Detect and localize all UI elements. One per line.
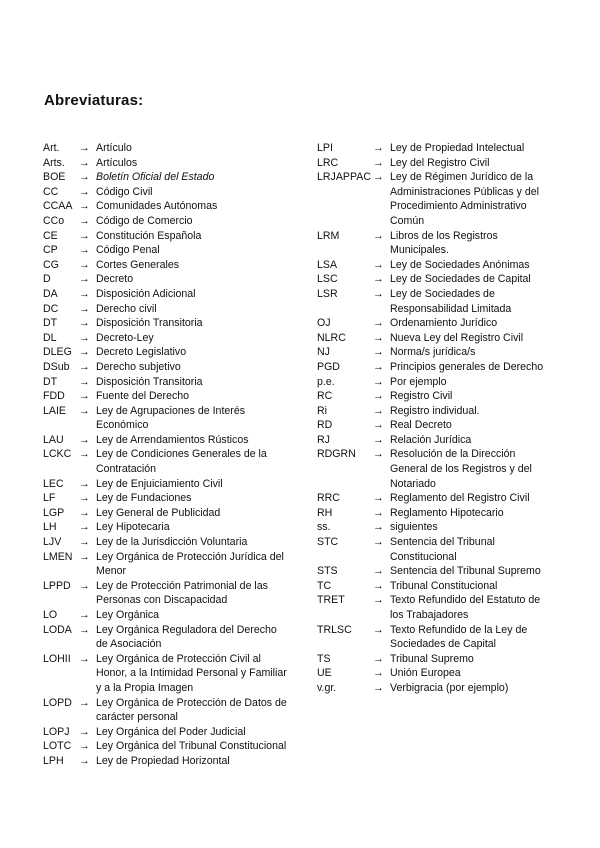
- abbreviation-term: Arts.: [43, 156, 65, 169]
- abbreviation-definition: Real Decreto: [390, 419, 452, 432]
- right-arrow-icon: →: [79, 696, 90, 709]
- abbreviation-term: RD: [317, 419, 333, 432]
- abbreviation-term: RH: [317, 506, 333, 519]
- abbreviation-entry: [317, 331, 563, 346]
- abbreviation-definition: Constitución Española: [96, 229, 202, 242]
- abbreviation-definition: Texto Refundido de la Ley de Sociedades de Capital: [390, 623, 528, 651]
- abbreviation-term: PGD: [317, 360, 340, 373]
- abbreviation-definition: Ley General de Publicidad: [96, 506, 221, 519]
- abbreviation-term: DL: [43, 331, 57, 344]
- abbreviation-term: LSR: [317, 287, 338, 300]
- abbreviation-term: Art.: [43, 142, 60, 154]
- right-arrow-icon: →: [373, 273, 384, 286]
- abbreviation-entry: [43, 170, 305, 185]
- abbreviation-entry: [43, 345, 305, 360]
- right-arrow-icon: →: [373, 623, 384, 636]
- abbreviation-entry: [43, 199, 305, 214]
- right-arrow-icon: →: [79, 142, 90, 154]
- abbreviation-term: LAIE: [43, 404, 66, 417]
- right-arrow-icon: →: [373, 156, 384, 169]
- abbreviation-entry: [43, 287, 305, 302]
- abbreviation-entry: [43, 331, 305, 346]
- right-arrow-icon: →: [373, 390, 384, 403]
- right-arrow-icon: →: [79, 477, 90, 490]
- right-arrow-icon: →: [373, 448, 384, 461]
- right-arrow-icon: →: [79, 185, 90, 198]
- right-arrow-icon: →: [373, 419, 384, 432]
- abbreviation-definition: Ley de Sociedades de Capital: [390, 273, 531, 286]
- abbreviation-entry: [43, 258, 305, 273]
- abbreviation-definition: Código de Comercio: [96, 214, 193, 227]
- abbreviation-entry: [43, 185, 305, 200]
- abbreviation-term: LPH: [43, 754, 64, 767]
- abbreviation-term: LJV: [43, 536, 62, 549]
- abbreviation-definition: Ley de Protección Patrimonial de las Personas con Discapacidad: [96, 579, 268, 607]
- abbreviation-definition: Sentencia del Tribunal Constitucional: [390, 536, 495, 563]
- abbreviation-entry: [317, 593, 563, 622]
- right-arrow-icon: →: [79, 156, 90, 169]
- right-arrow-icon: →: [79, 244, 90, 257]
- abbreviation-entry: [43, 141, 305, 156]
- right-arrow-icon: →: [79, 404, 90, 417]
- abbreviation-term: DT: [43, 375, 58, 388]
- right-arrow-icon: →: [373, 346, 384, 359]
- abbreviation-entry: [43, 404, 305, 433]
- abbreviation-entry: [43, 214, 305, 229]
- right-arrow-icon: →: [79, 754, 90, 767]
- abbreviation-definition: Ley de Propiedad Intelectual: [390, 142, 525, 154]
- right-arrow-icon: →: [79, 506, 90, 519]
- abbreviation-entry: [43, 433, 305, 448]
- abbreviation-term: LOTC: [43, 740, 72, 753]
- abbreviation-definition: Artículo: [96, 142, 132, 154]
- abbreviation-definition: Ley de Propiedad Horizontal: [96, 754, 230, 767]
- right-arrow-icon: →: [373, 594, 384, 607]
- abbreviation-entry: [317, 506, 563, 521]
- abbreviations-left-column: [43, 141, 305, 769]
- abbreviation-term: CP: [43, 244, 58, 257]
- right-arrow-icon: →: [79, 390, 90, 403]
- abbreviation-term: p.e.: [317, 375, 335, 388]
- abbreviation-term: FDD: [43, 390, 65, 403]
- abbreviation-term: CCo: [43, 214, 65, 227]
- abbreviation-entry: [43, 389, 305, 404]
- abbreviation-term: LSA: [317, 258, 338, 271]
- right-arrow-icon: →: [79, 214, 90, 227]
- right-arrow-icon: →: [79, 433, 90, 446]
- abbreviation-definition: Registro Civil: [390, 390, 453, 403]
- right-arrow-icon: →: [373, 360, 384, 373]
- abbreviations-right-column: [317, 141, 563, 696]
- abbreviation-definition: Ley de Condiciones Generales de la Contratación: [96, 448, 267, 476]
- abbreviation-definition: Decreto Legislativo: [96, 346, 187, 359]
- abbreviation-definition: Ley Orgánica de Protección Civil al Honor, a la Intimidad Personal y Familiar y a la Propia Imagen: [96, 652, 287, 694]
- abbreviation-definition: Código Penal: [96, 244, 160, 257]
- abbreviation-definition: Verbigracia (por ejemplo): [390, 681, 509, 694]
- right-arrow-icon: →: [79, 346, 90, 359]
- abbreviation-definition: Reglamento del Registro Civil: [390, 492, 530, 505]
- right-arrow-icon: →: [79, 273, 90, 286]
- right-arrow-icon: →: [79, 331, 90, 344]
- abbreviation-term: STC: [317, 536, 339, 549]
- right-arrow-icon: →: [79, 258, 90, 271]
- abbreviation-term: DT: [43, 317, 58, 330]
- abbreviation-entry: [43, 156, 305, 171]
- abbreviation-entry: [43, 316, 305, 331]
- abbreviation-entry: [317, 389, 563, 404]
- right-arrow-icon: →: [373, 506, 384, 519]
- right-arrow-icon: →: [79, 317, 90, 330]
- right-arrow-icon: →: [79, 550, 90, 563]
- abbreviation-term: LSC: [317, 273, 338, 286]
- right-arrow-icon: →: [79, 448, 90, 461]
- abbreviation-term: BOE: [43, 171, 66, 184]
- abbreviation-term: RJ: [317, 433, 330, 446]
- abbreviation-term: LAU: [43, 433, 64, 446]
- abbreviation-term: RDGRN: [317, 448, 356, 461]
- abbreviation-term: LPI: [317, 142, 333, 154]
- abbreviation-definition: Reglamento Hipotecario: [390, 506, 504, 519]
- abbreviation-entry: [317, 404, 563, 419]
- abbreviation-definition: Ley de Agrupaciones de Interés Económico: [96, 404, 246, 432]
- abbreviation-definition: Ley de Régimen Jurídico de la Administraciones Públicas y del Procedimiento Administrativo Común: [390, 171, 539, 227]
- abbreviation-term: LF: [43, 492, 56, 505]
- abbreviation-entry: [43, 243, 305, 258]
- abbreviation-entry: [317, 287, 563, 316]
- abbreviation-term: D: [43, 273, 51, 286]
- right-arrow-icon: →: [373, 142, 384, 154]
- abbreviation-entry: [43, 375, 305, 390]
- abbreviation-term: LOPJ: [43, 725, 70, 738]
- abbreviation-entry: [317, 141, 563, 156]
- abbreviation-entry: [43, 447, 305, 476]
- right-arrow-icon: →: [79, 740, 90, 753]
- abbreviation-term: CE: [43, 229, 58, 242]
- right-arrow-icon: →: [373, 521, 384, 534]
- right-arrow-icon: →: [79, 492, 90, 505]
- abbreviation-definition: Boletín Oficial del Estado: [96, 171, 215, 184]
- abbreviation-entry: [317, 535, 563, 564]
- right-arrow-icon: →: [79, 302, 90, 315]
- abbreviation-entry: [43, 491, 305, 506]
- abbreviation-term: TC: [317, 579, 332, 592]
- abbreviation-term: DSub: [43, 360, 70, 373]
- abbreviation-definition: Ley de Enjuiciamiento Civil: [96, 477, 223, 490]
- abbreviation-term: TS: [317, 652, 331, 665]
- abbreviation-definition: Libros de los Registros Municipales.: [390, 229, 498, 257]
- abbreviation-term: LMEN: [43, 550, 73, 563]
- abbreviation-entry: [317, 666, 563, 681]
- right-arrow-icon: →: [373, 652, 384, 665]
- abbreviation-entry: [43, 520, 305, 535]
- abbreviation-definition: Ley Orgánica: [96, 609, 160, 621]
- abbreviation-term: NJ: [317, 346, 330, 359]
- abbreviation-term: CCAA: [43, 200, 73, 213]
- abbreviation-entry: [43, 608, 305, 623]
- abbreviation-term: DC: [43, 302, 59, 315]
- right-arrow-icon: →: [373, 258, 384, 271]
- abbreviation-term: NLRC: [317, 331, 346, 344]
- right-arrow-icon: →: [79, 536, 90, 549]
- right-arrow-icon: →: [373, 579, 384, 592]
- abbreviation-entry: [317, 316, 563, 331]
- abbreviation-term: ss.: [317, 521, 331, 534]
- right-arrow-icon: →: [373, 404, 384, 417]
- abbreviation-entry: [317, 272, 563, 287]
- abbreviation-definition: Relación Jurídica: [390, 433, 472, 446]
- abbreviation-definition: Ley Orgánica Reguladora del Derecho de Asociación: [96, 623, 277, 651]
- abbreviation-term: TRET: [317, 594, 345, 607]
- abbreviation-definition: Tribunal Constitucional: [390, 579, 498, 592]
- abbreviation-entry: [43, 535, 305, 550]
- abbreviation-entry: [43, 739, 305, 754]
- abbreviation-entry: [317, 652, 563, 667]
- abbreviation-definition: Ley Orgánica de Protección de Datos de carácter personal: [96, 696, 287, 724]
- abbreviation-term: LRC: [317, 156, 339, 169]
- abbreviation-term: TRLSC: [317, 623, 352, 636]
- abbreviation-definition: Ordenamiento Jurídico: [390, 317, 498, 330]
- abbreviation-term: LOPD: [43, 696, 72, 709]
- abbreviation-entry: [317, 564, 563, 579]
- abbreviation-definition: Nueva Ley del Registro Civil: [390, 331, 524, 344]
- abbreviation-definition: Norma/s jurídica/s: [390, 346, 476, 359]
- abbreviation-definition: Código Civil: [96, 185, 153, 198]
- right-arrow-icon: →: [373, 317, 384, 330]
- abbreviation-definition: Decreto-Ley: [96, 331, 154, 344]
- abbreviation-entry: [43, 652, 305, 696]
- abbreviation-definition: Por ejemplo: [390, 375, 447, 388]
- abbreviation-entry: [43, 477, 305, 492]
- abbreviation-definition: Disposición Transitoria: [96, 375, 203, 388]
- abbreviation-entry: [317, 375, 563, 390]
- abbreviation-entry: [43, 754, 305, 769]
- right-arrow-icon: →: [373, 565, 384, 578]
- right-arrow-icon: →: [79, 360, 90, 373]
- abbreviation-entry: [43, 725, 305, 740]
- abbreviation-term: RRC: [317, 492, 340, 505]
- abbreviation-definition: Disposición Adicional: [96, 287, 196, 300]
- abbreviation-definition: Fuente del Derecho: [96, 390, 190, 403]
- abbreviation-entry: [317, 520, 563, 535]
- abbreviation-entry: [317, 418, 563, 433]
- abbreviation-definition: Cortes Generales: [96, 258, 180, 271]
- abbreviation-term: STS: [317, 565, 338, 578]
- right-arrow-icon: →: [373, 667, 384, 680]
- right-arrow-icon: →: [79, 200, 90, 213]
- abbreviation-definition: Derecho subjetivo: [96, 360, 181, 373]
- abbreviation-term: UE: [317, 667, 332, 680]
- abbreviation-entry: [317, 360, 563, 375]
- right-arrow-icon: →: [79, 375, 90, 388]
- abbreviation-definition: Disposición Transitoria: [96, 317, 203, 330]
- abbreviation-definition: Derecho civil: [96, 302, 157, 315]
- right-arrow-icon: →: [373, 433, 384, 446]
- abbreviation-entry: [317, 491, 563, 506]
- abbreviation-definition: Ley de Sociedades de Responsabilidad Limitada: [390, 287, 512, 315]
- abbreviation-term: LPPD: [43, 579, 71, 592]
- abbreviation-entry: [43, 302, 305, 317]
- abbreviation-entry: [43, 272, 305, 287]
- abbreviation-term: LOHII: [43, 652, 71, 665]
- abbreviation-entry: [317, 579, 563, 594]
- abbreviation-entry: [317, 156, 563, 171]
- abbreviation-definition: Texto Refundido del Estatuto de los Trabajadores: [390, 594, 541, 621]
- abbreviation-term: Ri: [317, 404, 328, 417]
- abbreviation-definition: Ley Orgánica de Protección Jurídica del Menor: [96, 550, 284, 578]
- abbreviation-entry: [43, 579, 305, 608]
- right-arrow-icon: →: [79, 287, 90, 300]
- right-arrow-icon: →: [373, 681, 384, 694]
- abbreviation-term: DA: [43, 287, 58, 300]
- abbreviation-entry: [43, 623, 305, 652]
- right-arrow-icon: →: [79, 521, 90, 534]
- abbreviation-term: CG: [43, 258, 59, 271]
- right-arrow-icon: →: [373, 287, 384, 300]
- abbreviation-definition: Artículos: [96, 156, 138, 169]
- abbreviation-entry: [43, 506, 305, 521]
- abbreviation-definition: Principios generales de Derecho: [390, 360, 544, 373]
- right-arrow-icon: →: [79, 579, 90, 592]
- abbreviation-term: LH: [43, 521, 57, 534]
- abbreviation-definition: siguientes: [390, 521, 438, 534]
- right-arrow-icon: →: [373, 375, 384, 388]
- abbreviation-term: LRJAPPAC: [317, 171, 371, 184]
- abbreviation-definition: Ley Orgánica del Tribunal Constitucional: [96, 740, 287, 753]
- abbreviation-definition: Ley de la Jurisdicción Voluntaria: [96, 536, 248, 549]
- abbreviation-definition: Ley de Fundaciones: [96, 492, 192, 505]
- abbreviation-definition: Comunidades Autónomas: [96, 200, 218, 213]
- abbreviation-term: LGP: [43, 506, 65, 519]
- abbreviation-definition: Ley de Sociedades Anónimas: [390, 258, 530, 271]
- right-arrow-icon: →: [79, 609, 90, 621]
- abbreviation-entry: [43, 550, 305, 579]
- abbreviation-term: LCKC: [43, 448, 72, 461]
- abbreviation-definition: Ley del Registro Civil: [390, 156, 490, 169]
- abbreviation-definition: Sentencia del Tribunal Supremo: [390, 565, 541, 578]
- right-arrow-icon: →: [79, 725, 90, 738]
- abbreviation-term: OJ: [317, 317, 331, 330]
- abbreviation-entry: [317, 447, 563, 491]
- abbreviation-entry: [317, 433, 563, 448]
- right-arrow-icon: →: [79, 229, 90, 242]
- abbreviation-entry: [317, 170, 563, 228]
- abbreviation-term: LRM: [317, 229, 340, 242]
- abbreviation-term: CC: [43, 185, 59, 198]
- right-arrow-icon: →: [373, 536, 384, 549]
- abbreviation-definition: Decreto: [96, 273, 134, 286]
- abbreviation-definition: Ley de Arrendamientos Rústicos: [96, 433, 249, 446]
- right-arrow-icon: →: [79, 171, 90, 184]
- abbreviation-entry: [317, 681, 563, 696]
- abbreviation-entry: [317, 229, 563, 258]
- abbreviation-term: v.gr.: [317, 681, 337, 694]
- abbreviation-definition: Unión Europea: [390, 667, 461, 680]
- abbreviation-entry: [43, 360, 305, 375]
- right-arrow-icon: →: [79, 623, 90, 636]
- abbreviation-term: LO: [43, 609, 58, 621]
- abbreviation-definition: Registro individual.: [390, 404, 480, 417]
- abbreviation-term: LODA: [43, 623, 72, 636]
- abbreviation-term: DLEG: [43, 346, 72, 359]
- right-arrow-icon: →: [79, 652, 90, 665]
- abbreviation-definition: Tribunal Supremo: [390, 652, 474, 665]
- right-arrow-icon: →: [373, 229, 384, 242]
- abbreviation-entry: [317, 258, 563, 273]
- right-arrow-icon: →: [373, 492, 384, 505]
- right-arrow-icon: →: [373, 171, 384, 184]
- abbreviation-definition: Ley Hipotecaria: [96, 521, 170, 534]
- page-title: Abreviaturas:: [44, 92, 144, 109]
- abbreviation-definition: Resolución de la Dirección General de los Registros y del Notariado: [390, 448, 532, 490]
- abbreviation-entry: [317, 345, 563, 360]
- abbreviation-term: LEC: [43, 477, 64, 490]
- abbreviation-entry: [43, 696, 305, 725]
- abbreviation-definition: Ley Orgánica del Poder Judicial: [96, 725, 246, 738]
- right-arrow-icon: →: [373, 331, 384, 344]
- abbreviation-entry: [317, 623, 563, 652]
- abbreviation-term: RC: [317, 390, 333, 403]
- abbreviation-entry: [43, 229, 305, 244]
